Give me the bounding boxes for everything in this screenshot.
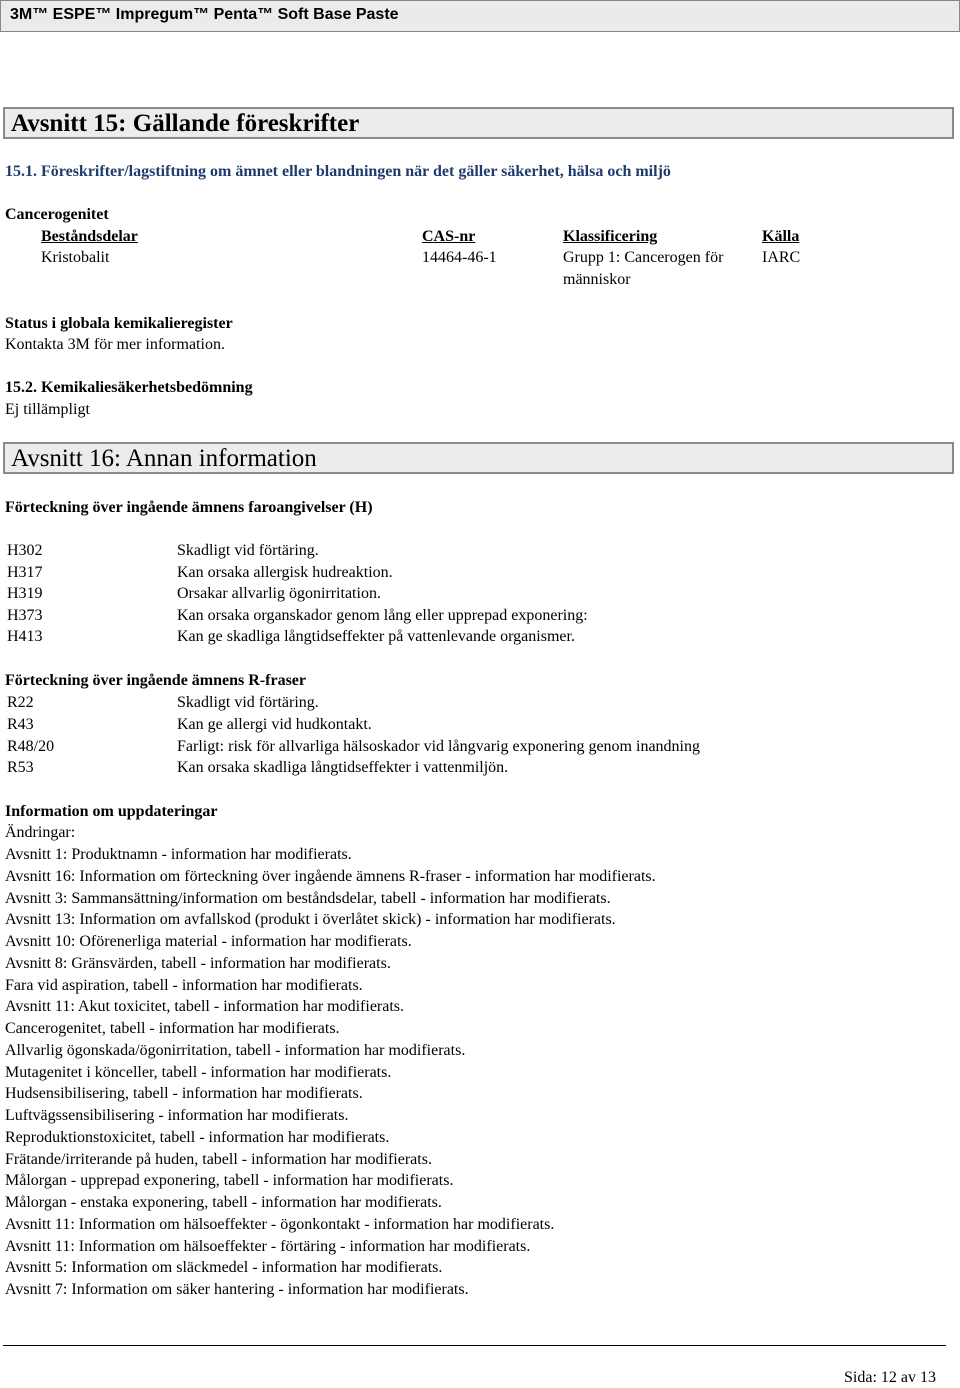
footer-rule [3, 1345, 946, 1346]
change-item: Frätande/irriterande på huden, tabell - information har modifierats. [5, 1150, 432, 1168]
section-16-title: Avsnitt 16: Annan information [11, 445, 317, 472]
h-statement-text: Kan orsaka allergisk hudreaktion. [177, 563, 393, 581]
change-item: Avsnitt 8: Gränsvärden, tabell - information har modifierats. [5, 954, 391, 972]
column-header-component: Beståndsdelar [41, 228, 138, 245]
component-cell: Kristobalit [41, 249, 110, 266]
r-phrase-row [0, 693, 960, 713]
h-statement-text: Kan orsaka organskador genom lång eller upprepad exponering: [177, 606, 588, 624]
h-statements-heading: Förteckning över ingående ämnens faroangivelser (H) [5, 499, 373, 516]
column-header-source: Källa [762, 228, 800, 245]
change-item: Avsnitt 11: Information om hälsoeffekter - förtäring - information har modifierats. [5, 1237, 531, 1255]
document-title: 3M™ ESPE™ Impregum™ Penta™ Soft Base Paste [10, 6, 399, 23]
changes-label: Ändringar: [5, 824, 76, 841]
change-item: Avsnitt 11: Information om hälsoeffekter - ögonkontakt - information har modifierats. [5, 1215, 555, 1233]
source-cell: IARC [762, 249, 801, 266]
global-status-heading: Status i globala kemikalieregister [5, 315, 233, 332]
change-item: Reproduktionstoxicitet, tabell - information har modifierats. [5, 1128, 390, 1146]
change-item: Avsnitt 3: Sammansättning/information om beståndsdelar, tabell - information har modifierats. [5, 889, 611, 907]
h-statement-row [0, 627, 960, 647]
change-item: Avsnitt 13: Information om avfallskod (produkt i överlåtet skick) - information har modifierats. [5, 911, 616, 929]
change-item: Avsnitt 11: Akut toxicitet, tabell - information har modifierats. [5, 998, 405, 1016]
change-item: Målorgan - enstaka exponering, tabell - information har modifierats. [5, 1194, 442, 1211]
r-phrases-heading: Förteckning över ingående ämnens R-fraser [5, 672, 306, 689]
subsection-15-2-title: 15.2. Kemikaliesäkerhetsbedömning [5, 379, 253, 396]
section-15-title: Avsnitt 15: Gällande föreskrifter [11, 110, 360, 137]
r-phrase-text: Farligt: risk för allvarliga hälsoskador vid långvarig exponering genom inandning [177, 737, 700, 755]
r-phrase-text: Kan orsaka skadliga långtidseffekter i vattenmiljön. [177, 759, 509, 777]
h-statement-row [0, 563, 960, 583]
change-item: Avsnitt 7: Information om säker hantering - information har modifierats. [5, 1281, 469, 1298]
change-item: Avsnitt 1: Produktnamn - information har modifierats. [5, 846, 352, 863]
classification-cell-line1: Grupp 1: Cancerogen för [563, 249, 724, 266]
h-statement-row [0, 606, 960, 626]
h-statement-text: Skadligt vid förtäring. [177, 542, 319, 559]
change-item: Cancerogenitet, tabell - information har modifierats. [5, 1020, 340, 1037]
h-statement-text: Kan ge skadliga långtidseffekter på vattenlevande organismer. [177, 628, 575, 646]
h-statement-code: H317 [7, 563, 43, 581]
global-status-text: Kontakta 3M för mer information. [5, 336, 225, 353]
r-phrase-code: R53 [7, 759, 34, 777]
section-15-heading-box [3, 107, 954, 139]
change-item: Avsnitt 16: Information om förteckning över ingående ämnens R-fraser - information har modifierats. [5, 867, 656, 885]
change-item: Luftvägssensibilisering - information har modifierats. [5, 1107, 349, 1124]
carcinogenicity-table-row [0, 248, 960, 268]
change-item: Hudsensibilisering, tabell - information har modifierats. [5, 1085, 363, 1103]
change-item: Avsnitt 5: Information om släckmedel - information har modifierats. [5, 1259, 443, 1277]
subsection-15-2-text: Ej tillämpligt [5, 401, 90, 418]
change-item: Fara vid aspiration, tabell - information har modifierats. [5, 976, 363, 994]
h-statement-code: H302 [7, 542, 43, 559]
h-statement-text: Orsakar allvarlig ögonirritation. [177, 585, 381, 603]
change-item: Mutagenitet i könceller, tabell - information har modifierats. [5, 1063, 392, 1081]
r-phrase-text: Kan ge allergi vid hudkontakt. [177, 715, 372, 733]
cas-cell: 14464-46-1 [422, 249, 497, 266]
r-phrase-row [0, 715, 960, 735]
r-phrase-row [0, 758, 960, 778]
r-phrase-text: Skadligt vid förtäring. [177, 694, 319, 711]
carcinogenicity-heading: Cancerogenitet [5, 206, 109, 223]
page-number: Sida: 12 av 13 [844, 1369, 936, 1386]
change-item: Målorgan - upprepad exponering, tabell - information har modifierats. [5, 1172, 454, 1190]
h-statement-code: H413 [7, 628, 43, 646]
change-item: Allvarlig ögonskada/ögonirritation, tabell - information har modifierats. [5, 1041, 466, 1059]
r-phrase-code: R43 [7, 715, 34, 733]
column-header-classification: Klassificering [563, 228, 658, 245]
r-phrase-code: R48/20 [7, 737, 55, 755]
classification-cell-line2: människor [563, 271, 631, 288]
change-item: Avsnitt 10: Oförenerliga material - information har modifierats. [5, 933, 412, 950]
h-statement-code: H373 [7, 606, 43, 624]
updates-heading: Information om uppdateringar [5, 803, 218, 820]
h-statement-row [0, 584, 960, 604]
carcinogenicity-table-header [0, 227, 960, 247]
r-phrase-row [0, 737, 960, 757]
section-16-heading-box [3, 442, 954, 474]
subsection-15-1-title: 15.1. Föreskrifter/lagstiftning om ämnet eller blandningen när det gäller säkerhet, hälsa och miljö [5, 163, 671, 180]
r-phrase-code: R22 [7, 694, 34, 711]
document-header [0, 0, 960, 32]
h-statement-code: H319 [7, 585, 43, 603]
h-statement-row [0, 541, 960, 561]
column-header-cas: CAS-nr [422, 228, 476, 245]
